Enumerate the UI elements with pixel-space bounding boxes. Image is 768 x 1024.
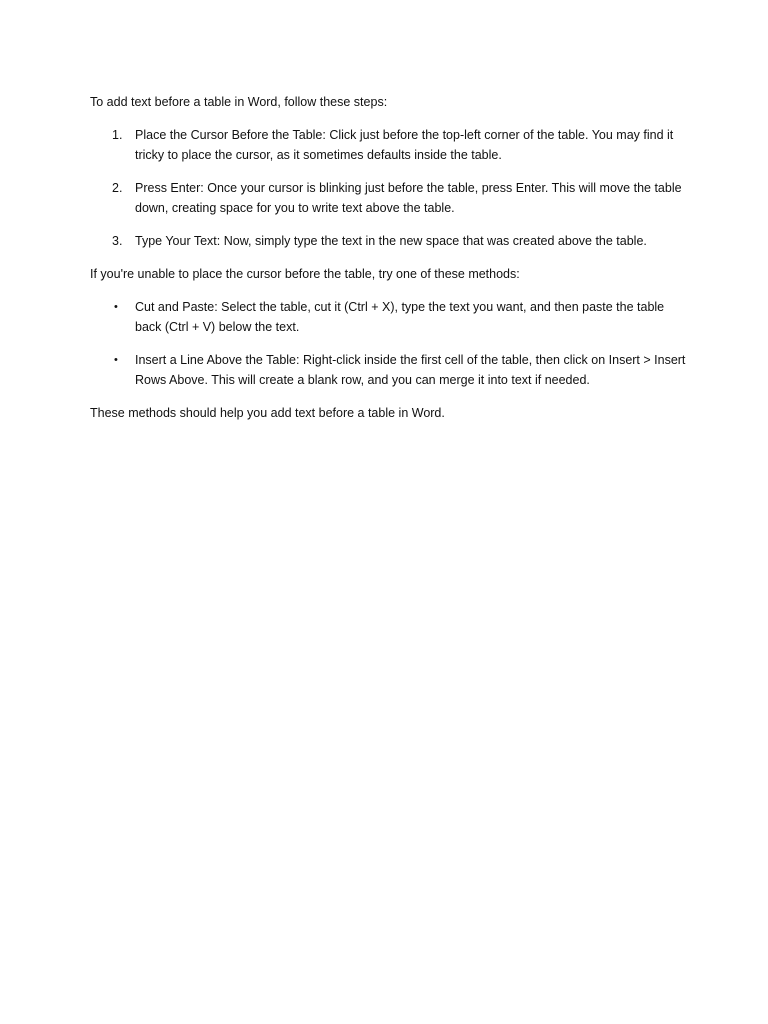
bullet-icon: •	[114, 354, 118, 366]
list-item	[90, 297, 690, 337]
list-item-text: Type Your Text: Now, simply type the text in the new space that was created above the table.	[135, 234, 647, 248]
list-item	[90, 350, 690, 390]
methods-list	[90, 297, 690, 390]
list-item-text: Insert a Line Above the Table: Right-click inside the first cell of the table, then click on Insert > Insert Rows Above. This will create a blank row, and you can merge it into text if needed.	[135, 353, 686, 387]
bullet-icon: •	[114, 301, 118, 313]
list-item	[90, 125, 690, 165]
alternative-intro-paragraph: If you're unable to place the cursor before the table, try one of these methods:	[90, 267, 520, 281]
list-number: 1.	[112, 128, 123, 142]
closing-paragraph: These methods should help you add text before a table in Word.	[90, 406, 445, 420]
list-item	[90, 178, 690, 218]
intro-paragraph: To add text before a table in Word, follow these steps:	[90, 95, 388, 109]
list-item-text: Place the Cursor Before the Table: Click just before the top-left corner of the table. You may find it tricky to place the cursor, as it sometimes defaults inside the table.	[135, 128, 674, 162]
list-number: 3.	[112, 234, 123, 248]
list-item-text: Press Enter: Once your cursor is blinking just before the table, press Enter. This will move the table down, creating space for you to write text above the table.	[135, 181, 682, 215]
document-page	[90, 92, 690, 436]
list-item-text: Cut and Paste: Select the table, cut it (Ctrl + X), type the text you want, and then paste the table back (Ctrl + V) below the text.	[135, 300, 665, 334]
list-number: 2.	[112, 181, 123, 195]
steps-list	[90, 125, 690, 251]
list-item	[90, 231, 690, 251]
